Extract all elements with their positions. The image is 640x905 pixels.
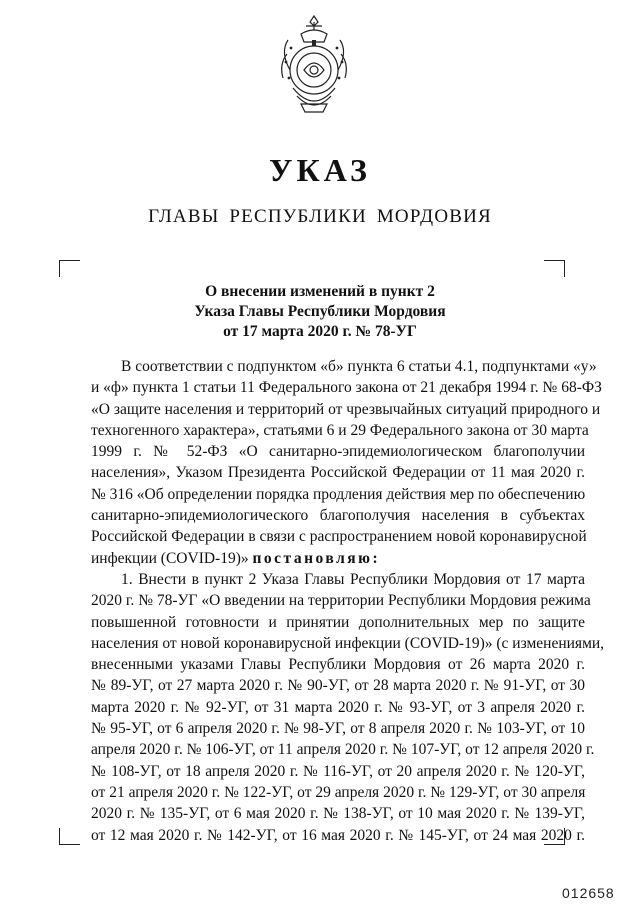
document-issuer: ГЛАВЫ РЕСПУБЛИКИ МОРДОВИЯ: [148, 206, 492, 227]
body-line: № 316 «Об определении порядка продления действия мер по обеспечению: [91, 485, 586, 503]
body-line: 2020 г. № 135-УГ, от 6 мая 2020 г. № 138-УГ, от 10 мая 2020 г. № 139-УГ,: [91, 805, 585, 823]
subject-line: Указа Главы Республики Мордовия: [194, 303, 446, 320]
body-line: и «ф» пункта 1 статьи 11 Федерального закона от 21 декабря 1994 г. № 68-ФЗ: [91, 379, 602, 397]
body-line: от 12 мая 2020 г. № 142-УГ, от 16 мая 2020 г. № 145-УГ, от 24 мая 2020 г.: [91, 826, 585, 844]
coat-of-arms-emblem: [271, 12, 357, 120]
body-line: В соответствии с подпунктом «б» пункта 6 статьи 4.1, подпунктами «у»: [121, 358, 597, 375]
body-line: повышенной готовности и принятии дополнительных мер по защите: [91, 613, 585, 631]
body-line: марта 2020 г. № 92-УГ, от 31 марта 2020 г. № 93-УГ, от 3 апреля 2020 г.: [91, 698, 585, 716]
body-line: № 89-УГ, от 27 марта 2020 г. № 90-УГ, от 28 марта 2020 г. № 91-УГ, от 30: [91, 677, 585, 695]
document-type-title: УКАЗ: [269, 152, 371, 188]
body-line: населения от новой коронавирусной инфекции (COVID-19)» (с изменениями,: [91, 634, 605, 652]
body-line: «О защите населения и территорий от чрезвычайных ситуаций природного и: [91, 400, 601, 418]
corner-mark-bottom-left: [59, 828, 80, 845]
corner-mark-top-right: [544, 260, 565, 277]
body-line-last: [91, 548, 585, 569]
body-line: населения», Указом Президента Российской Федерации от 11 мая 2020 г.: [91, 464, 585, 482]
corner-mark-top-left: [59, 260, 80, 277]
body-line: Российской Федерации в связи с распространением новой коронавирусной: [91, 528, 587, 546]
body-line: апреля 2020 г. № 106-УГ, от 11 апреля 2020 г. № 107-УГ, от 12 апреля 2020 г.: [91, 741, 595, 759]
document-body: [91, 356, 605, 846]
body-line: № 108-УГ, от 18 апреля 2020 г. № 116-УГ, от 20 апреля 2020 г. № 120-УГ,: [91, 762, 585, 780]
body-line: 1. Внести в пункт 2 Указа Главы Республики Мордовия от 17 марта: [121, 570, 585, 588]
body-line-text: инфекции (COVID-19)»: [91, 549, 249, 567]
body-line: техногенного характера», статьями 6 и 29 Федерального закона от 30 марта: [91, 421, 589, 439]
body-line: № 95-УГ, от 6 апреля 2020 г. № 98-УГ, от 8 апреля 2020 г. № 103-УГ, от 10: [91, 720, 585, 738]
subject-line: О внесении изменений в пункт 2: [205, 283, 435, 300]
body-line: 1999 г. № 52-ФЗ «О санитарно-эпидемиологическом благополучии: [91, 443, 585, 461]
body-line: от 21 апреля 2020 г. № 122-УГ, от 29 апреля 2020 г. № 129-УГ, от 30 апреля: [91, 783, 586, 801]
resolution-keyword: постановляю:: [252, 549, 381, 567]
document-serial-code: 012658: [562, 885, 615, 901]
body-line: внесенными указами Главы Республики Мордовия от 26 марта 2020 г.: [91, 656, 585, 674]
body-line: санитарно-эпидемиологического благополучия населения в субъектах: [91, 507, 585, 525]
body-line: 2020 г. № 78-УГ «О введении на территории Республики Мордовия режима: [91, 592, 591, 610]
subject-line: от 17 марта 2020 г. № 78-УГ: [223, 323, 417, 340]
document-subject: [120, 282, 520, 342]
